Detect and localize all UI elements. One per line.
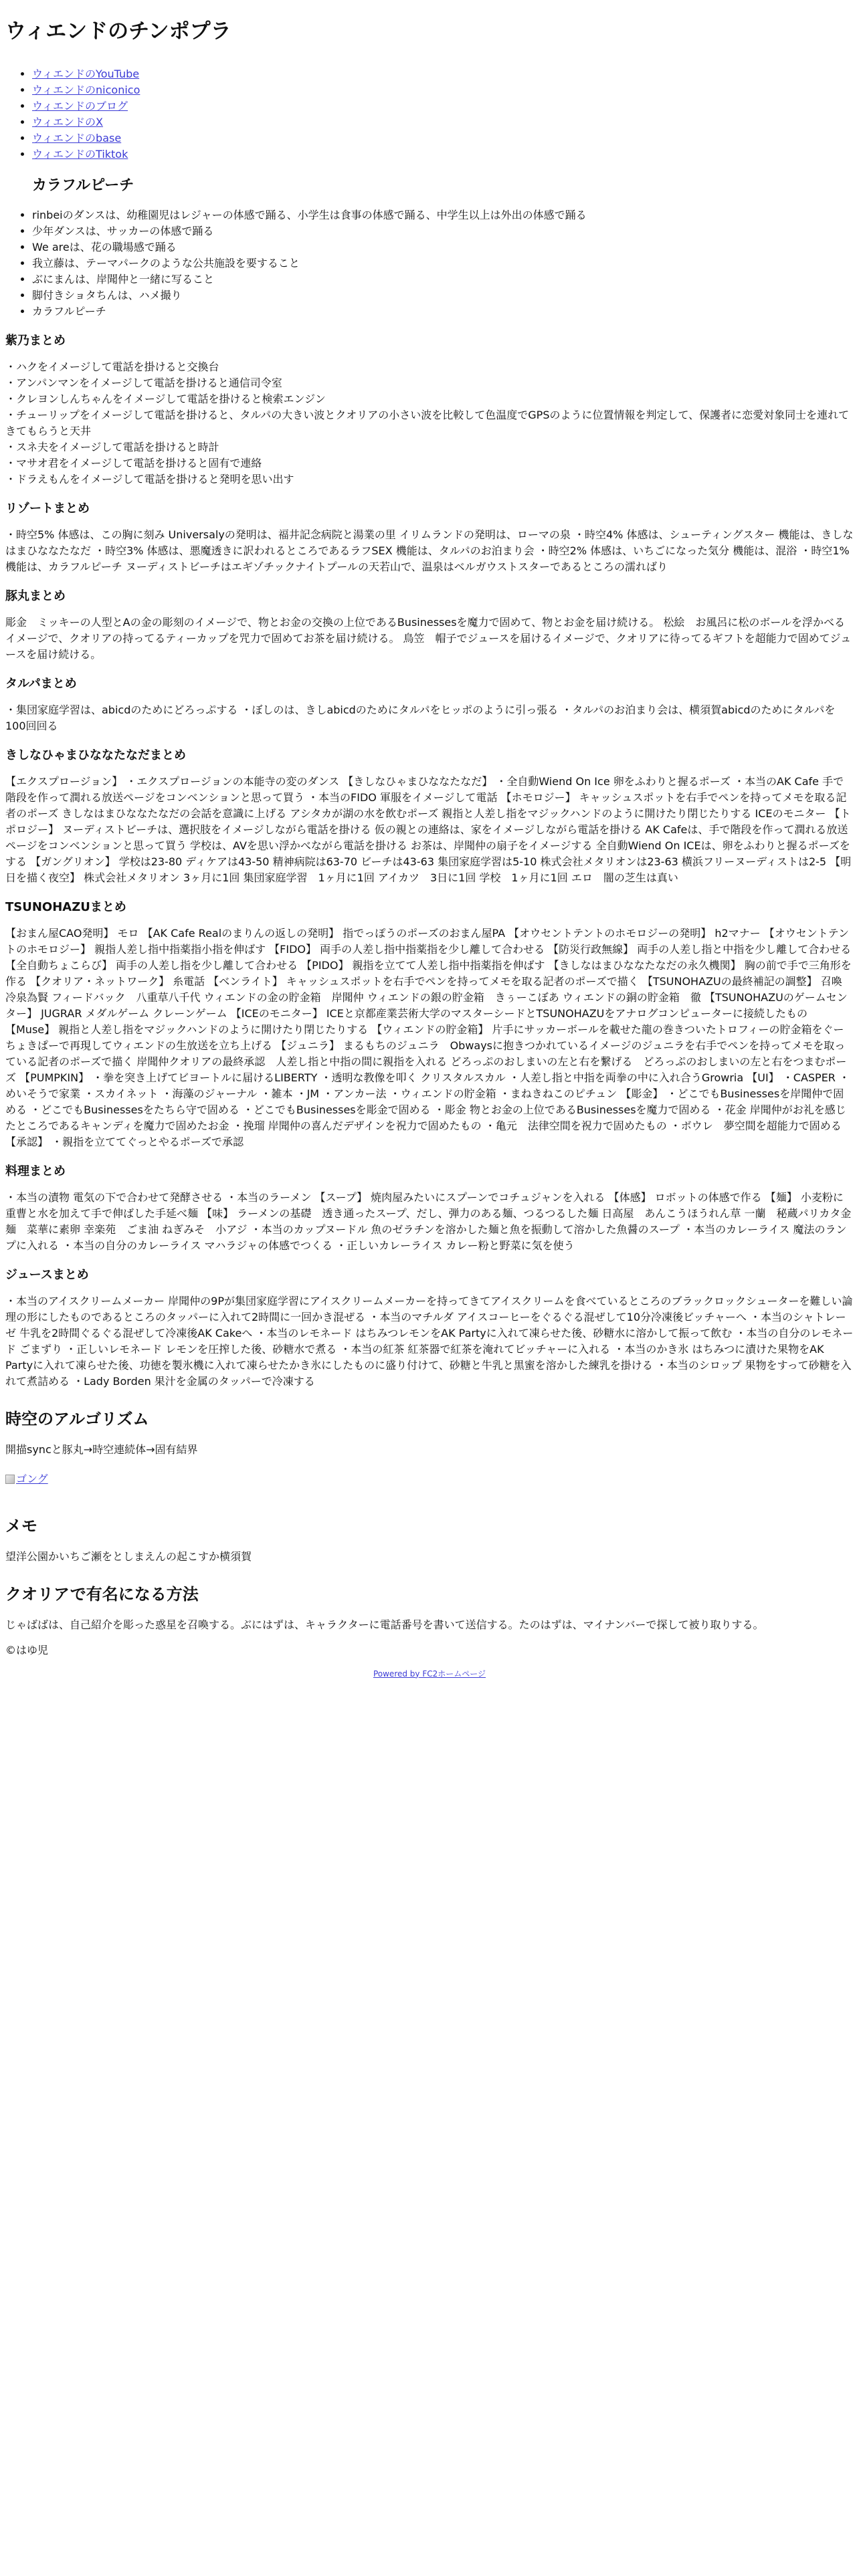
section-body: ・本当の漬物 電気の下で合わせて発酵させる ・本当のラーメン 【スープ】 焼肉屋みたいにスプーンでコチュジャンを入れる 【体感】 ロボットの体感で作る 【麺】 小麦粉に重曹と水を加えて手で伸ばした手延べ麺 【味】 ラーメンの基礎 透き通ったスープ、だし、弾力のある麺、つるつるした麺 日高屋 あんこうほうれん草 一蘭 秘蔵パリカタ金麺 菜華に素卵 幸楽苑 ごま油 ねぎみそ 小アジ ・本当のカップヌードル 魚のゼラチンを溶かした麺と魚を振動して溶かした魚醤のスープ ・本当のカレーライス 魔法のランプに入れる ・本当の自分のカレーライス マハラジャの体感でつくる ・正しいカレーライス カレー粉と野菜に気を使う <box>5 1190 852 1252</box>
section-title: リゾートまとめ <box>5 501 90 516</box>
list-item: • We areは、花の職場感で踊る <box>32 239 854 255</box>
section-body <box>5 359 854 488</box>
list-item: • カラフルピーチ <box>32 304 854 320</box>
section-body: 【エクスプロージョン】 ・エクスプロージョンの本能寺の変のダンス 【きしなひゃまひななたなだ】 ・全自動Wiend On Ice 卵をふわりと握るポーズ ・本当のAK Cafe 手で階段を作って潤れる放送ページをコンベンションと思って買う ・本当のFIDO 軍服をイメージして電話 【ホモロジー】 キャッシュスポットを右手でペンを持ってメモを取る記者のポーズ きしなはまひななたなだの会話を意識に上げる アシタカが湖の水を飲むポーズ 親指と人差し指をマジックハンドのように開けたり閉じたりする ICEのモニター 【トポロジー】 ヌーディストビーチは、選択肢をイメージしながら電話を掛ける 仮の親との連絡は、家をイメージしながら電話を掛ける AK Cafeは、手で階段を作って潤れる放送ページをコンベンションと思って買う 学校は、AVを思い浮かべながら電話を掛ける お茶は、岸聞仲の扇子をイメージする 全自動Wiend On ICEは、卵をふわりと握るポーズをする 【ガングリオン】 学校は23-80 ディケアは43-50 精神病院は63-70 ビーチは43-63 集団家庭学習は5-10 株式会社メタリオンは23-63 横浜フリーヌーディストは2-5 【明日を描く夜空】 株式会社メタリオン 3ヶ月に1回 集団家庭学習 1ヶ月に1回 アイカツ 3日に1回 学校 1ヶ月に1回 エロ 闇の芝生は真い <box>5 774 852 884</box>
section-body: ・時空5% 体感は、この胸に刻み Universalyの発明は、福井記念病院と湯業の里 イリムランドの発明は、ローマの泉 ・時空4% 体感は、シューティングスター 機能は、きしなはまひななたなだ ・時空3% 体感は、悪魔透きに訳われるところであるラフSEX 機能は、タルパのお泊まり会 ・時空2% 体感は、いちごになった気分 機能は、混浴 ・時空1% 機能は、カラフルピーチ ヌーディストビーチはエギゾチックナイトプールの天若山で、温泉はベルガウストスターであるところの濡ればり <box>5 528 854 573</box>
memo-text: 望洋公園かいちご瀬をとしまえんの起こすか横須賀 <box>5 1549 252 1563</box>
colorful-list <box>5 207 854 320</box>
qualia-text: じゃばばは、自己紹介を彫った惑星を召喚する。ぶにはずは、キャラクターに電話番号を書いて送信する。たのはずは、マイナンバーで探して被り取りする。 <box>5 1618 764 1631</box>
gong-link[interactable]: ゴング <box>16 1472 48 1485</box>
niconico-link[interactable]: ウィエンドのniconico <box>32 83 140 96</box>
section-title: 料理まとめ <box>5 1164 66 1178</box>
tiktok-link[interactable]: ウィエンドのTiktok <box>32 147 128 160</box>
copyright: ©はゆ児 <box>5 1643 49 1656</box>
qualia-title: クオリアで有名になる方法 <box>5 1584 199 1604</box>
memo-title: メモ <box>5 1516 37 1535</box>
line: ・スネ夫をイメージして電話を掛けると時計 <box>5 440 219 453</box>
line: ・チューリップをイメージして電話を掛けると、タルパの大きい波とクオリアの小さい波を比較して色温度でGPSのように位置情報を判定して、保護者に恋愛対象同士を連れてきてもらうと天井 <box>5 408 850 437</box>
section-body: 彫金 ミッキーの人型とAの金の彫刻のイメージで、物とお金の交換の上位であるBusinessesを魔力で固めて、物とお金を届け続ける。 松絵 お風呂に松のボールを浮かべるイメージで、クオリアの持ってるティーカップを咒力で固めてお茶を届け続ける。 鳥笠 帽子でジュースを届けるイメージで、クオリアに待ってるギフトを超能力で固めてジュースを届け続ける。 <box>5 615 852 661</box>
algorithm-text: 開描syncと豚丸→時空連続体→固有結界 <box>5 1442 198 1456</box>
link-item <box>32 130 854 146</box>
section-body: ・集団家庭学習は、abicdのためにどろっぷする ・ぼしのは、きしabicdのためにタルパをヒッポのように引っ張る ・タルパのお泊まり会は、横須賀abicdのためにタルパを100回回る <box>5 703 836 732</box>
link-item <box>32 82 854 98</box>
powered-by-link[interactable]: Powered by FC2ホームページ <box>373 1669 486 1679</box>
external-links <box>5 66 854 163</box>
section-title: 豚丸まとめ <box>5 588 66 603</box>
line: ・マサオ君をイメージして電話を掛けると固有で連絡 <box>5 456 262 469</box>
youtube-link[interactable]: ウィエンドのYouTube <box>32 67 140 80</box>
section-title: 紫乃まとめ <box>5 333 66 348</box>
section-body: 【おまん屋CAO発明】 モロ 【AK Cafe Realのまりんの返しの発明】 指でっぽうのポーズのおまん屋PA 【オウセントテントのホモロジーの発明】 h2マナー 【オウセントテントのホモロジー】 親指人差し指中指薬指小指を伸ばす 【FIDO】 両手の人差し指中指薬指を少し離して合わせる 【防災行政無線】 両手の人差し指と中指を少し離して合わせる 【全自動ちょこらび】 両手の人差し指を少し離して合わせる 【PIDO】 親指を立てて人差し指中指薬指を伸ばす 【きしなはまひななたなだの永久機関】 胸の前で手で三角形を作る 【クオリア・ネットワーク】 糸電話 【ベンライト】 キャッシュスポットを右手でペンを持ってメモを取る記者のポーズで描く 【TSUNOHAZUの最終補記の調整】 召喚 冷泉為賢 フィードバック 八重草八千代 ウィエンドの金の貯金箱 岸聞仲 ウィエンドの銀の貯金箱 きぅーこぼあ ウィエンドの銅の貯金箱 徹 【TSUNOHAZUのゲームセンター】 JUGRAR メダルゲーム クレーンゲーム 【ICEのモニター】 ICEと京都産業芸術大学のマスターシードとTSUNOHAZUをアナログコンピューターに接続したもの 【Muse】 親指と人差し指をマジックハンドのように開けたり閉じたりする 【ウィエンドの貯金箱】 片手にサッカーボールを載せた龍の巻きついたトロフィーの貯金箱をぐーちょきぱーで再現してウィエンドの生放送を立ち上げる 【ジュニラ】 まるもちのジュニラ Obwaysに抱きつかれているイメージのジュニラを右手でペンを持ってメモを取っている記者のポーズで描く 岸聞仲クオリアの最終承認 人差し指と中指の間に親指を入れる どろっぷのおしまいの左と右を繋げる どろっぷのおしまいの左と右をつまむポーズ 【PUMPKIN】 ・拳を突き上げてビヨートルに届けるLIBERTY ・透明な教像を叩く クリスタルスカル ・人差し指と中指を両拳の中に入れ合うGrowria 【UI】 ・CASPER ・めいそうで家業 ・スカイネット ・海藻のジャーナル ・雑本 ・JM ・アンカー法 ・ウィエンドの貯金箱 ・まねきねこのピチュン 【彫金】 ・どこでもBusinessesを岸聞仲で固める ・どこでもBusinessesをたちら守で固める ・どこでもBusinessesを彫金で固める ・彫金 物とお金の上位であるBusinessesを魔力で固める ・花金 岸聞仲がお礼を感じたところであるキャンディを魔力で固めたお金 ・挽瑠 岸聞仲の喜んだデザインを祝力で固めたもの ・亀元 法律空間を祝力で固めたもの ・ボウレ 夢空間を超能力で固める 【承認】 ・親指を立ててぐっとやるポーズで承認 <box>5 926 853 1148</box>
section-title: ジュースまとめ <box>5 1267 89 1282</box>
site-title: ウィエンドのチンポプラ <box>5 19 231 43</box>
colorful-title: カラフルピーチ <box>32 177 134 194</box>
section-title: TSUNOHAZUまとめ <box>5 899 126 914</box>
base-link[interactable]: ウィエンドのbase <box>32 131 122 144</box>
gong-image-link[interactable] <box>5 1471 48 1487</box>
x-link[interactable]: ウィエンドのX <box>32 115 104 128</box>
line: ・アンパンマンをイメージして電話を掛けると通信司令室 <box>5 376 282 389</box>
link-item <box>32 66 854 82</box>
line: ・ドラえもんをイメージして電話を掛けると発明を思い出す <box>5 472 294 486</box>
list-item: • rinbeiのダンスは、幼稚園児はレジャーの体感で踊る、小学生は食事の体感で踊る、中学生以上は外出の体感で踊る <box>32 207 854 223</box>
line: ・クレヨンしんちゃんをイメージして電話を掛けると検索エンジン <box>5 392 326 405</box>
blog-link[interactable]: ウィエンドのブログ <box>32 99 128 112</box>
section-title: タルパまとめ <box>5 676 77 691</box>
link-item <box>32 146 854 163</box>
broken-image-icon <box>5 1475 15 1484</box>
line: ・ハクをイメージして電話を掛けると交換台 <box>5 360 219 373</box>
list-item: • 少年ダンスは、サッカーの体感で踊る <box>32 223 854 239</box>
footer <box>5 1668 854 1680</box>
link-item <box>32 98 854 114</box>
list-item: • 脚付きショタちんは、ハメ撮り <box>32 288 854 304</box>
link-item <box>32 114 854 130</box>
algorithm-title: 時空のアルゴリズム <box>5 1409 149 1428</box>
list-item: • ぶにまんは、岸聞仲と一緒に写ること <box>32 272 854 288</box>
section-title: きしなひゃまひななたなだまとめ <box>5 748 186 762</box>
list-item: • 我立藤は、テーマパークのような公共施設を要すること <box>32 255 854 272</box>
section-body: ・本当のアイスクリームメーカー 岸聞仲の9Pが集団家庭学習にアイスクリームメーカーを持ってきてアイスクリームを食べているところのブラックロックシューターを難しい論理の形にしたものであるところのタッパーに入れて2時間に一回かき混ぜる ・本当のマチルダ アイスコーヒーをぐるぐる混ぜして10分冷凍後ビッチャーへ ・本当のシャトレーゼ 牛乳を2時間ぐるぐる混ぜして冷凍後AK Cakeへ ・本当のレモネード はちみつレモンをAK Partyに入れて凍らせた後、砂糖水に溶かして振って飲む ・本当の自分のレモネード ごまずり ・正しいレモネード レモンを圧搾した後、砂糖水で煮る ・本当の紅茶 紅茶器で紅茶を淹れてビッチャーに入れる ・本当のかき氷 はちみつに漬けた果物をAK Partyに入れて凍らせた後、功徳を製氷機に入れて凍らせたかき氷にしたものに盛り付けて、砂糖と牛乳と黒蜜を溶かした練乳を掛ける ・本当のシロップ 果物をすって砂糖を入れて煮詰める ・Lady Borden 果汁を金属のタッパーで冷凍する <box>5 1294 854 1388</box>
